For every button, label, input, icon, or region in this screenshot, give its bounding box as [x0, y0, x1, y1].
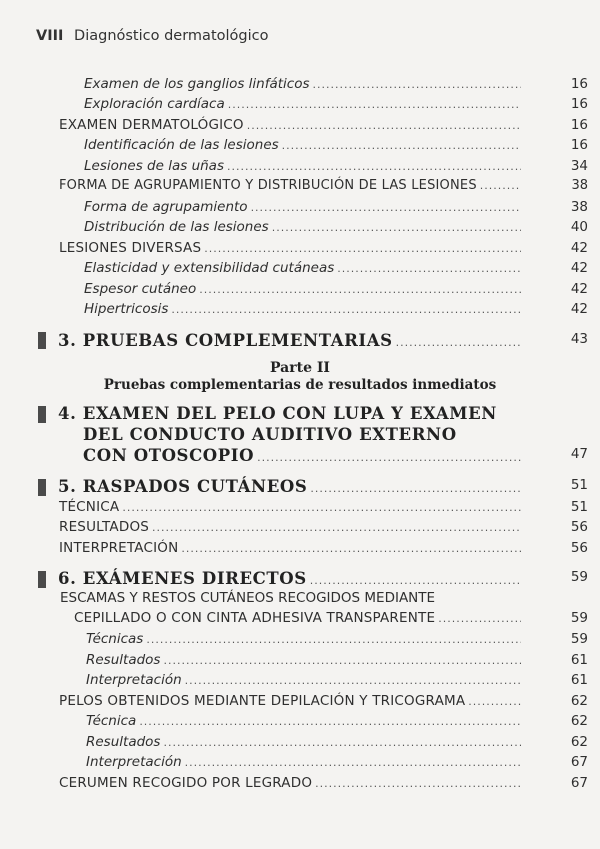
toc-entry: Resultados ..... 62	[86, 734, 524, 750]
toc-entry: Examen de los ganglios linfáticos ..... 16	[84, 76, 524, 92]
page-header	[36, 28, 268, 44]
toc-entry: Técnicas ..... 59	[86, 631, 524, 647]
page-folio: VIII	[36, 28, 64, 44]
chapter-marker	[38, 571, 46, 588]
chapter-marker	[38, 332, 46, 349]
part-subtitle: Pruebas complementarias de resultados inmediatos	[103, 377, 497, 393]
toc-entry: FORMA DE AGRUPAMIENTO Y DISTRIBUCIÓN DE LAS LESIONES ..... 38	[59, 178, 524, 193]
toc-entry: TÉCNICA ..... 51	[59, 499, 524, 515]
chapter-4-heading-line1: 4. EXAMEN DEL PELO CON LUPA Y EXAMEN	[58, 404, 497, 423]
running-title: Diagnóstico dermatológico	[74, 28, 269, 44]
toc-entry: Identificación de las lesiones ..... 16	[84, 137, 524, 153]
toc-entry: Interpretación ..... 67	[86, 754, 524, 770]
toc-entry-line1: ESCAMAS Y RESTOS CUTÁNEOS RECOGIDOS MEDIANTE	[60, 590, 436, 606]
toc-entry: EXAMEN DERMATOLÓGICO ..... 16	[59, 117, 524, 133]
chapter-3-heading: 3. PRUEBAS COMPLEMENTARIAS ..... 43	[58, 331, 524, 350]
toc-entry: Lesiones de las uñas ..... 34	[84, 158, 524, 174]
toc-entry: Distribución de las lesiones ..... 40	[84, 219, 524, 235]
toc-entry: INTERPRETACIÓN ..... 56	[59, 540, 524, 556]
toc-entry: PELOS OBTENIDOS MEDIANTE DEPILACIÓN Y TRICOGRAMA ..... 62	[59, 693, 524, 709]
toc-entry: Espesor cutáneo ..... 42	[84, 281, 524, 297]
toc-entry: Técnica ..... 62	[86, 713, 524, 729]
toc-entry: RESULTADOS ..... 56	[59, 519, 524, 535]
toc-entry: Elasticidad y extensibilidad cutáneas ..... 42	[84, 260, 524, 276]
chapter-4-heading-line2: DEL CONDUCTO AUDITIVO EXTERNO	[83, 425, 457, 444]
toc-entry: Exploración cardíaca ..... 16	[84, 96, 524, 112]
toc-entry: Interpretación ..... 61	[86, 672, 524, 688]
toc-entry: Forma de agrupamiento ..... 38	[84, 199, 524, 215]
chapter-4-heading-line3: CON OTOSCOPIO ..... 47	[83, 446, 524, 465]
toc-entry: CERUMEN RECOGIDO POR LEGRADO ..... 67	[59, 775, 524, 791]
toc-entry: Resultados ..... 61	[86, 652, 524, 668]
part-title: Parte II	[270, 360, 330, 376]
chapter-5-heading: 5. RASPADOS CUTÁNEOS ..... 51	[58, 477, 524, 496]
toc-entry: LESIONES DIVERSAS ..... 42	[59, 240, 524, 256]
chapter-marker	[38, 406, 46, 423]
toc-entry: Hipertricosis ..... 42	[84, 301, 524, 317]
chapter-6-heading: 6. EXÁMENES DIRECTOS ..... 59	[58, 569, 524, 588]
chapter-marker	[38, 479, 46, 496]
toc-entry: CEPILLADO O CON CINTA ADHESIVA TRANSPARENTE ..... 59	[74, 610, 524, 626]
